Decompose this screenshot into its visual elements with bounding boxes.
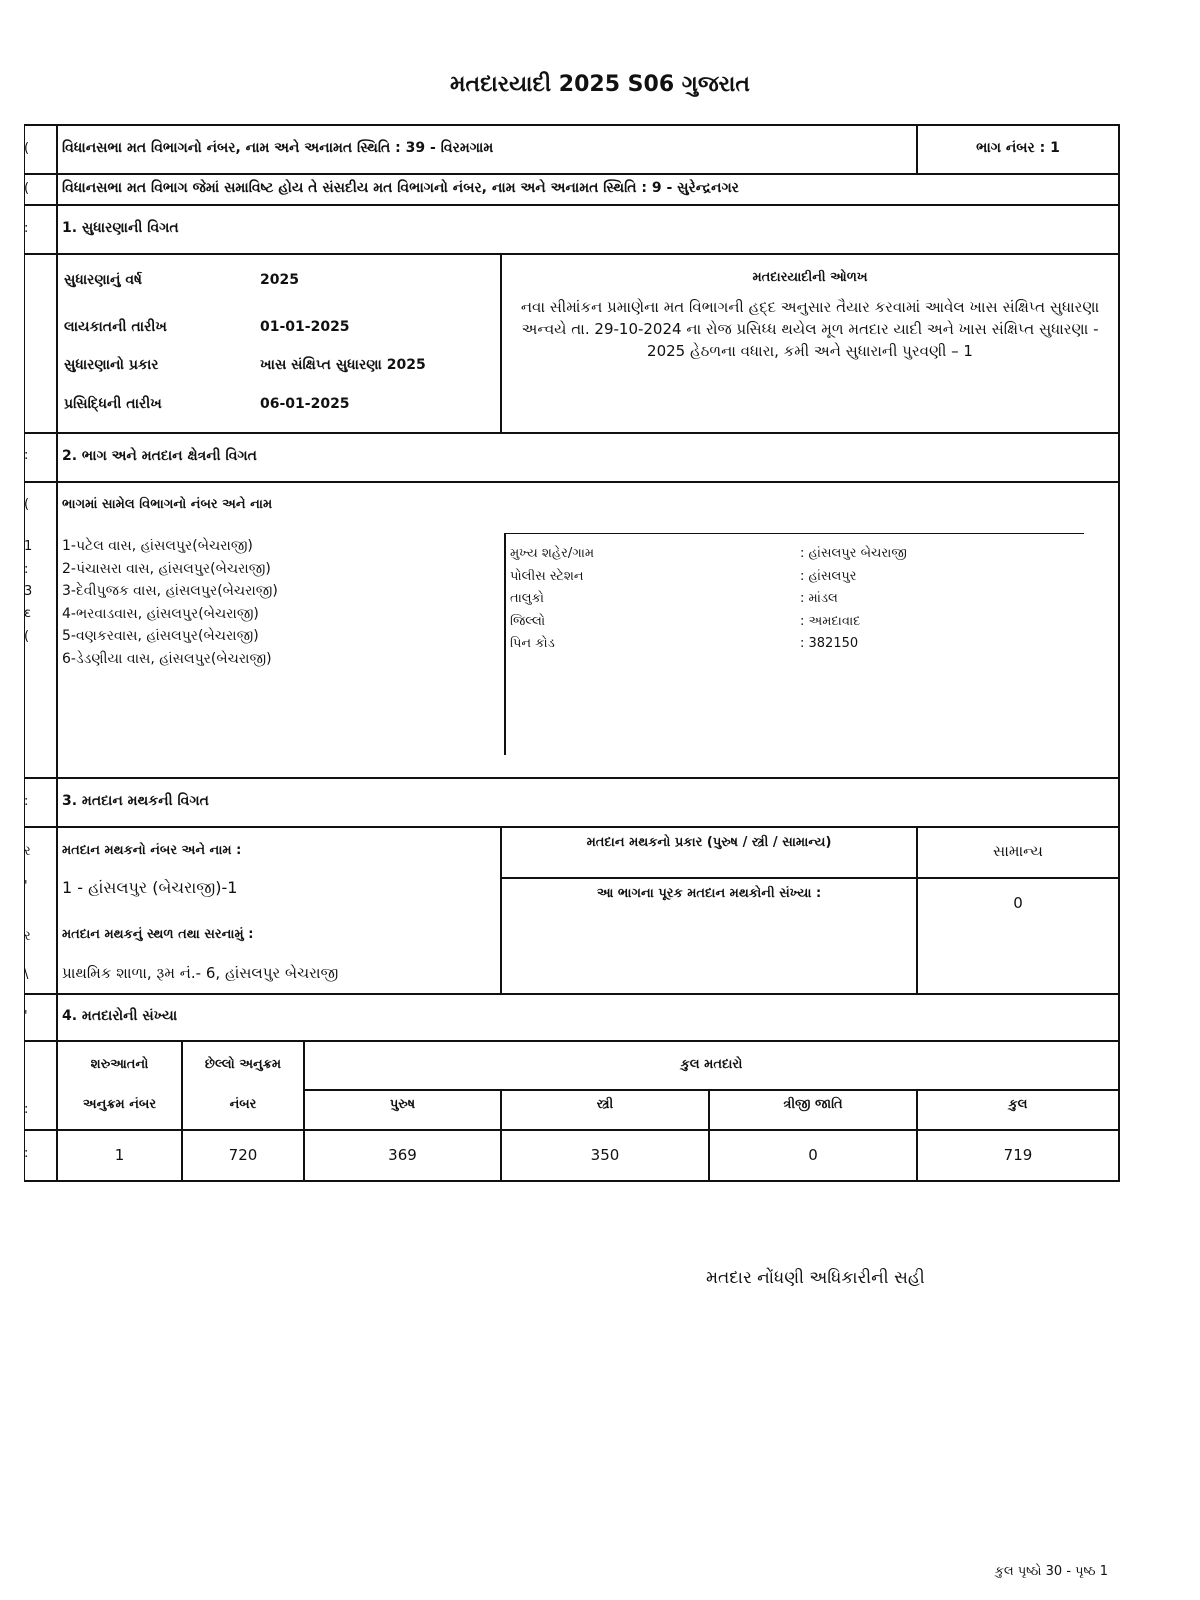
qualifying-date-value: 01-01-2025 (260, 319, 350, 335)
cell-end: 720 (228, 1146, 258, 1164)
area-item: 2-પંચાસરા વાસ, હાંસલપુર(બેચરાજી) (62, 560, 271, 577)
stub-char: ( (24, 141, 30, 156)
section1-heading: 1. સુધારણાની વિગત (62, 220, 179, 236)
identity-title: મતદારયાદીની ઓળખ (752, 270, 868, 285)
page-title: મતદારયાદી 2025 S06 ગુજરાત (449, 72, 751, 97)
revision-year-label: સુધારણાનું વર્ષ (64, 272, 142, 288)
col-end-line2: નંબર (229, 1097, 257, 1112)
detail-value: : હાંસલપુર બેચરાજી (800, 546, 907, 561)
stub-char: ર (24, 929, 31, 944)
col-end-line1: છેલ્લો અનુક્રમ (204, 1057, 282, 1072)
detail-value: : માંડલ (800, 591, 838, 606)
rule-top (24, 124, 1120, 126)
revision-type-value: ખાસ સંક્ષિપ્ત સુધારણા 2025 (260, 357, 426, 373)
area-item: 3-દેવીપુજક વાસ, હાંસલપુર(બેચરાજી) (62, 583, 278, 599)
area-item: 4-ભરવાડવાસ, હાંસલપુર(બેચરાજી) (62, 605, 259, 622)
col-start-line1: શરુઆતનો (90, 1057, 149, 1072)
detail-value: : અમદાવાદ (800, 613, 861, 629)
signature-label: મતદાર નોંધણી અધિકારીની સહી (706, 1268, 925, 1288)
col-third-gender: ત્રીજી જાતિ (783, 1097, 843, 1112)
publication-date-label: પ્રસિદ્ધિની તારીખ (64, 396, 162, 412)
detail-label: તાલુકો (510, 591, 545, 606)
stub-char: : (24, 794, 29, 809)
rule-details-top (504, 533, 1084, 534)
rule-5 (24, 481, 1120, 483)
rule-3 (24, 253, 1120, 255)
rule-6 (24, 777, 1120, 779)
rule-booth-mid (502, 877, 1120, 879)
stub-char: : (24, 448, 29, 463)
area-item: 1-પટેલ વાસ, હાંસલપુર(બેચરાજી) (62, 538, 253, 554)
booth-type-value: સામાન્ય (993, 842, 1043, 860)
rule-bottom (24, 1180, 1120, 1182)
parliamentary-constituency: વિધાનસભા મત વિભાગ જેમાં સમાવિષ્ટ હોય તે સંસદીય મત વિભાગનો નંબર, નામ અને અનામત સ્થિતિ : 9 - સુરેન્દ્રનગર (62, 180, 739, 196)
identity-text: નવા સીમાંકન પ્રમાણેના મત વિભાગની હદ્દ અનુસાર તૈયાર કરવામાં આવેલ ખાસ સંક્ષિપ્ત સુધારણા અન્વયે તા. 29-10-2024 ના રોજ પ્રસિધ્ધ થયેલ મૂળ મતદાર યાદી અને ખાસ સંક્ષિપ્ત સુધારણા - 2025 હેઠળના વધારા, કમી અને સુધારાની પુરવણી – 1 (520, 298, 1100, 360)
booth-address-label: મતદાન મથકનું સ્થળ તથા સરનામું : (62, 927, 254, 942)
detail-values (800, 543, 907, 656)
rule-8 (24, 993, 1120, 995)
detail-value: : હાંસલપુર (800, 568, 857, 584)
stub-char: \ (24, 967, 29, 982)
section4-heading: 4. મતદારોની સંખ્યા (62, 1008, 178, 1024)
col-female: સ્ત્રી (596, 1097, 614, 1112)
areas-list (62, 535, 278, 670)
cell-male: 369 (388, 1146, 417, 1164)
rule-table-head (24, 1129, 1120, 1131)
publication-date-value: 06-01-2025 (260, 396, 350, 412)
rule-4 (24, 432, 1120, 434)
detail-label: મુખ્ય શહેર/ગામ (510, 546, 595, 561)
stub-char: ( (24, 629, 30, 644)
stub-char: : (24, 221, 29, 236)
stub-char: 3 (24, 584, 33, 599)
booth-value: 1 - હાંસલપુર (બેચરાજી)-1 (62, 878, 238, 897)
stub-char: : (24, 562, 29, 577)
section3-heading: 3. મતદાન મથકની વિગત (62, 793, 209, 809)
stub-char: ' (24, 1009, 28, 1024)
divider-sec3 (500, 826, 502, 994)
revision-year-value: 2025 (260, 272, 299, 288)
col-total-voters: કુલ મતદારો (680, 1057, 743, 1072)
cell-start: 1 (114, 1146, 125, 1164)
rule-1 (24, 173, 1120, 175)
areas-heading: ભાગમાં સામેલ વિભાગનો નંબર અને નામ (62, 497, 273, 512)
page-footer: કુલ પૃષ્ઠો 30 - પૃષ્ઠ 1 (994, 1564, 1108, 1579)
area-item: 5-વણકરવાસ, હાંસલપુર(બેચરાજી) (62, 628, 259, 644)
stub-char: 1 (24, 539, 33, 554)
detail-labels (510, 543, 594, 656)
stub-char: : (24, 1146, 29, 1161)
area-item: 6-ડેડણીયા વાસ, હાંસલપુર(બેચરાજી) (62, 650, 272, 667)
stub-char: ( (24, 497, 30, 512)
detail-label: પોલીસ સ્ટેશન (510, 568, 584, 584)
auxiliary-booths-label: આ ભાગના પૂરક મતદાન મથકોની સંખ્યા : (596, 886, 822, 901)
frame-right-border (1118, 124, 1120, 1182)
detail-value: : 382150 (800, 636, 859, 651)
rule-2 (24, 204, 1120, 206)
stub-char: ર (24, 844, 31, 859)
qualifying-date-label: લાયકાતની તારીખ (64, 319, 167, 335)
frame-left-border (56, 124, 58, 1182)
cell-third-gender: 0 (808, 1146, 818, 1164)
stub-char: ' (24, 879, 28, 894)
assembly-constituency: વિધાનસભા મત વિભાગનો નંબર, નામ અને અનામત સ્થિતિ : 39 - વિરમગામ (62, 140, 494, 156)
col-start-line2: અનુક્રમ નંબર (82, 1097, 157, 1112)
booth-address-value: પ્રાથમિક શાળા, રૂમ નં.- 6, હાંસલપુર બેચરાજી (62, 964, 339, 982)
rule-9 (24, 1040, 1120, 1042)
booth-label: મતદાન મથકનો નંબર અને નામ : (62, 843, 242, 858)
stub-char: : (24, 1102, 29, 1117)
divider-sec2 (504, 533, 506, 755)
revision-type-label: સુધારણાનો પ્રકાર (64, 357, 159, 373)
part-number: ભાગ નંબર : 1 (976, 140, 1060, 156)
col-male: પુરુષ (389, 1097, 416, 1112)
rule-7 (24, 826, 1120, 828)
booth-type-label: મતદાન મથકનો પ્રકાર (પુરુષ / સ્ત્રી / સામાન્ય) (586, 835, 832, 850)
cell-total: 719 (1003, 1146, 1033, 1164)
stub-char: ( (24, 181, 30, 196)
col-total: કુલ (1008, 1097, 1028, 1112)
detail-label: જિલ્લો (510, 613, 546, 629)
section2-heading: 2. ભાગ અને મતદાન ક્ષેત્રની વિગત (62, 448, 257, 464)
rule-table-group (304, 1089, 1120, 1091)
stub-char: ε (24, 606, 32, 621)
cell-female: 350 (590, 1146, 620, 1164)
auxiliary-booths-value: 0 (1013, 894, 1023, 912)
detail-label: પિન કોડ (510, 636, 555, 651)
